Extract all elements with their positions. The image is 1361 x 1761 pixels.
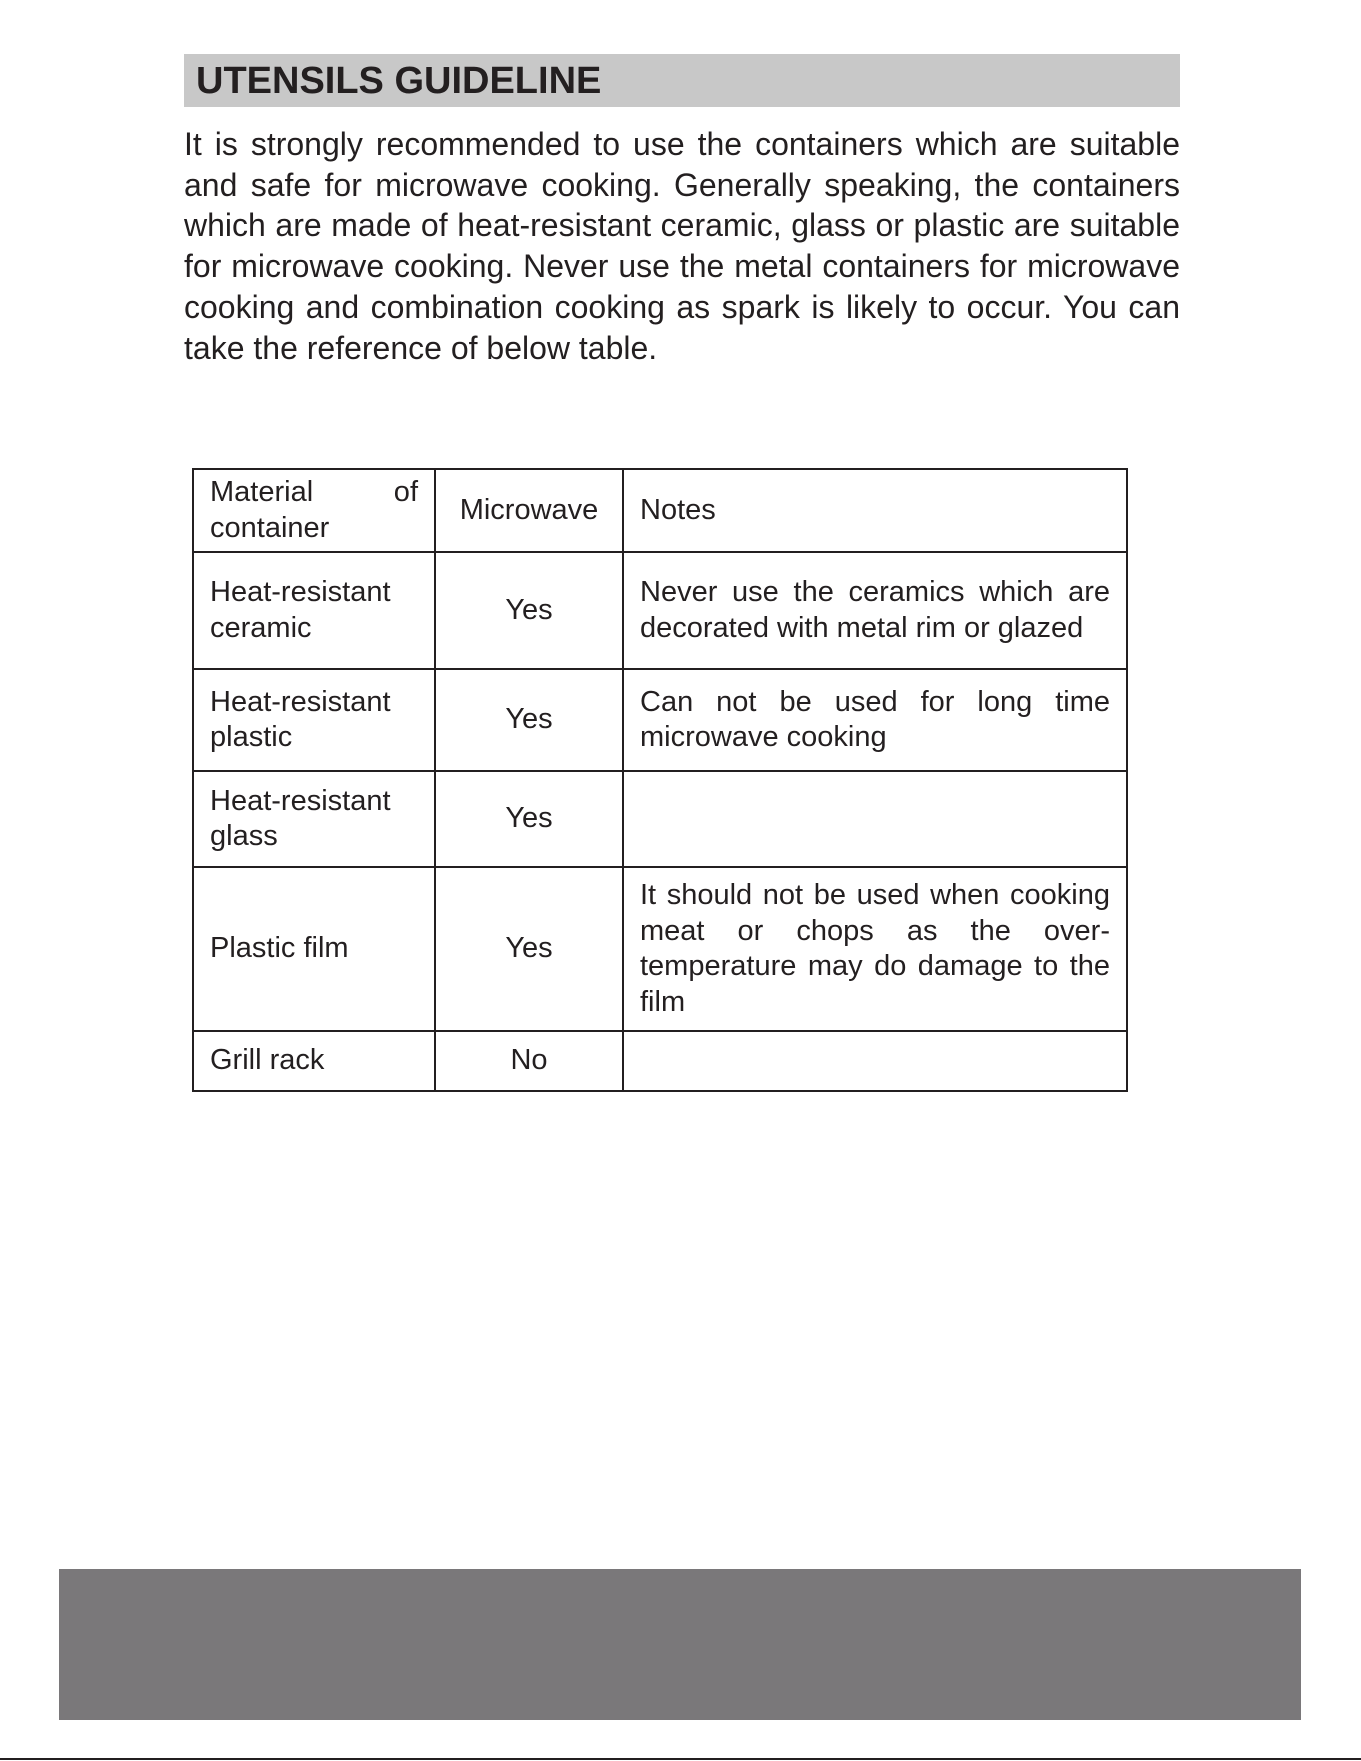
page-bottom-rule [0, 1758, 1361, 1760]
notes-cell [623, 1031, 1127, 1091]
header-material: Material of container [193, 469, 435, 552]
notes-cell [623, 771, 1127, 867]
notes-cell: Can not be used for long time microwave cooking [623, 669, 1127, 771]
section-heading-bar [184, 54, 1180, 107]
table-row [193, 771, 1127, 867]
notes-cell: Never use the ceramics which are decorated with metal rim or glazed [623, 552, 1127, 669]
intro-paragraph: It is strongly recommended to use the containers which are suitable and safe for microwave cooking. Generally speaking, the containers which are made of heat-resistant ceramic, glass or plastic are suitable for microwave cooking. Never use the metal containers for microwave cooking and combination cooking as spark is likely to occur. You can take the reference of below table. [184, 126, 1180, 366]
table-header-row [193, 469, 1127, 552]
table-row [193, 669, 1127, 771]
utensils-table [192, 468, 1128, 1092]
notes-cell: It should not be used when cooking meat or chops as the over-temperature may do damage to the film [623, 867, 1127, 1031]
microwave-cell: Yes [435, 867, 623, 1031]
table-row [193, 552, 1127, 669]
microwave-cell: Yes [435, 771, 623, 867]
header-notes: Notes [623, 469, 1127, 552]
material-cell: Plastic film [193, 867, 435, 1031]
table-row [193, 867, 1127, 1031]
material-cell: Heat-resistant plastic [193, 669, 435, 771]
footer-band [59, 1569, 1301, 1720]
microwave-cell: No [435, 1031, 623, 1091]
microwave-cell: Yes [435, 669, 623, 771]
material-cell: Heat-resistant glass [193, 771, 435, 867]
header-microwave: Microwave [435, 469, 623, 552]
material-cell: Grill rack [193, 1031, 435, 1091]
microwave-cell: Yes [435, 552, 623, 669]
table-row [193, 1031, 1127, 1091]
material-cell: Heat-resistant ceramic [193, 552, 435, 669]
section-heading: UTENSILS GUIDELINE [196, 60, 602, 102]
